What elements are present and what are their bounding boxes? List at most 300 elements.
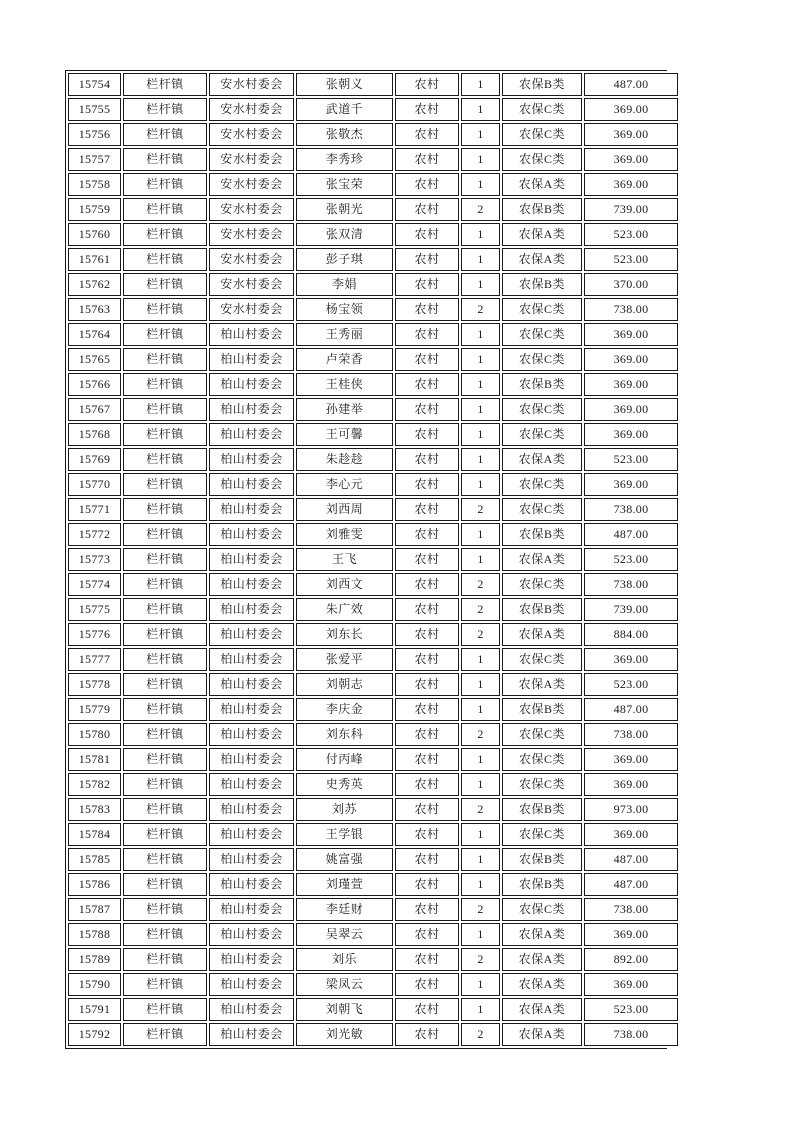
cell-town: 栏杆镇 [123,898,207,921]
cell-person-count: 2 [461,798,500,821]
table-row [68,973,678,996]
cell-person-count: 1 [461,548,500,571]
table-row [68,773,678,796]
cell-town: 栏杆镇 [123,423,207,446]
cell-serial-number: 15757 [68,148,121,171]
cell-village-committee: 柏山村委会 [209,648,294,671]
table-row [68,323,678,346]
cell-amount: 487.00 [584,848,678,871]
table-row [68,73,678,96]
cell-person-count: 1 [461,273,500,296]
cell-serial-number: 15762 [68,273,121,296]
cell-person-name: 李娟 [296,273,393,296]
cell-residence-type: 农村 [395,523,459,546]
cell-serial-number: 15774 [68,573,121,596]
cell-village-committee: 柏山村委会 [209,548,294,571]
cell-person-count: 1 [461,748,500,771]
cell-serial-number: 15778 [68,673,121,696]
cell-village-committee: 安水村委会 [209,98,294,121]
cell-insurance-category: 农保A类 [502,248,582,271]
table-row [68,498,678,521]
table-row [68,998,678,1021]
cell-serial-number: 15789 [68,948,121,971]
cell-serial-number: 15770 [68,473,121,496]
cell-insurance-category: 农保C类 [502,323,582,346]
benefit-roster-table [66,71,680,1048]
cell-residence-type: 农村 [395,223,459,246]
cell-residence-type: 农村 [395,423,459,446]
cell-insurance-category: 农保A类 [502,923,582,946]
cell-person-count: 1 [461,348,500,371]
cell-amount: 369.00 [584,648,678,671]
cell-village-committee: 柏山村委会 [209,623,294,646]
cell-amount: 892.00 [584,948,678,971]
cell-amount: 487.00 [584,73,678,96]
cell-person-count: 1 [461,223,500,246]
cell-amount: 369.00 [584,398,678,421]
cell-village-committee: 安水村委会 [209,273,294,296]
cell-village-committee: 柏山村委会 [209,498,294,521]
cell-amount: 523.00 [584,448,678,471]
cell-person-name: 李廷财 [296,898,393,921]
cell-village-committee: 柏山村委会 [209,1023,294,1046]
cell-town: 栏杆镇 [123,323,207,346]
cell-person-count: 1 [461,973,500,996]
cell-town: 栏杆镇 [123,848,207,871]
cell-amount: 369.00 [584,173,678,196]
cell-person-name: 李心元 [296,473,393,496]
cell-person-name: 孙建举 [296,398,393,421]
cell-person-name: 李秀珍 [296,148,393,171]
cell-village-committee: 柏山村委会 [209,523,294,546]
cell-village-committee: 柏山村委会 [209,848,294,871]
cell-serial-number: 15779 [68,698,121,721]
cell-insurance-category: 农保C类 [502,423,582,446]
cell-amount: 369.00 [584,473,678,496]
cell-residence-type: 农村 [395,323,459,346]
cell-insurance-category: 农保B类 [502,198,582,221]
cell-residence-type: 农村 [395,748,459,771]
table-row [68,198,678,221]
cell-person-name: 刘朝志 [296,673,393,696]
cell-residence-type: 农村 [395,498,459,521]
cell-person-count: 1 [461,448,500,471]
cell-person-name: 刘西周 [296,498,393,521]
cell-amount: 523.00 [584,998,678,1021]
cell-town: 栏杆镇 [123,448,207,471]
table-row [68,148,678,171]
cell-insurance-category: 农保A类 [502,223,582,246]
cell-serial-number: 15788 [68,923,121,946]
cell-person-count: 1 [461,248,500,271]
cell-person-name: 王可馨 [296,423,393,446]
cell-residence-type: 农村 [395,723,459,746]
cell-town: 栏杆镇 [123,873,207,896]
cell-insurance-category: 农保C类 [502,823,582,846]
cell-village-committee: 柏山村委会 [209,723,294,746]
cell-serial-number: 15791 [68,998,121,1021]
cell-town: 栏杆镇 [123,223,207,246]
cell-person-count: 1 [461,423,500,446]
table-row [68,373,678,396]
cell-town: 栏杆镇 [123,573,207,596]
cell-person-name: 付丙峰 [296,748,393,771]
cell-amount: 369.00 [584,773,678,796]
cell-insurance-category: 农保B类 [502,273,582,296]
cell-village-committee: 柏山村委会 [209,698,294,721]
cell-serial-number: 15781 [68,748,121,771]
cell-residence-type: 农村 [395,98,459,121]
benefit-roster-table-frame [65,70,667,1049]
cell-town: 栏杆镇 [123,923,207,946]
cell-village-committee: 安水村委会 [209,123,294,146]
cell-serial-number: 15780 [68,723,121,746]
cell-person-count: 2 [461,198,500,221]
cell-person-name: 刘西文 [296,573,393,596]
cell-town: 栏杆镇 [123,698,207,721]
cell-town: 栏杆镇 [123,298,207,321]
cell-person-name: 刘光敏 [296,1023,393,1046]
cell-village-committee: 柏山村委会 [209,923,294,946]
cell-serial-number: 15766 [68,373,121,396]
cell-village-committee: 柏山村委会 [209,773,294,796]
cell-insurance-category: 农保B类 [502,373,582,396]
cell-residence-type: 农村 [395,298,459,321]
cell-insurance-category: 农保C类 [502,723,582,746]
cell-person-count: 1 [461,173,500,196]
table-row [68,448,678,471]
cell-insurance-category: 农保B类 [502,848,582,871]
table-row [68,173,678,196]
table-row [68,123,678,146]
cell-person-count: 1 [461,373,500,396]
cell-person-name: 刘东科 [296,723,393,746]
cell-amount: 369.00 [584,148,678,171]
cell-person-name: 张爱平 [296,648,393,671]
cell-insurance-category: 农保C类 [502,148,582,171]
cell-person-name: 刘雅雯 [296,523,393,546]
cell-person-count: 2 [461,723,500,746]
cell-person-name: 刘苏 [296,798,393,821]
cell-amount: 369.00 [584,923,678,946]
table-row [68,923,678,946]
cell-residence-type: 农村 [395,623,459,646]
cell-town: 栏杆镇 [123,723,207,746]
table-row [68,948,678,971]
cell-insurance-category: 农保A类 [502,548,582,571]
cell-serial-number: 15761 [68,248,121,271]
cell-amount: 738.00 [584,723,678,746]
cell-amount: 370.00 [584,273,678,296]
cell-person-count: 1 [461,923,500,946]
cell-amount: 738.00 [584,1023,678,1046]
cell-insurance-category: 农保B类 [502,523,582,546]
cell-town: 栏杆镇 [123,773,207,796]
cell-village-committee: 柏山村委会 [209,598,294,621]
cell-village-committee: 安水村委会 [209,173,294,196]
cell-person-count: 2 [461,898,500,921]
cell-residence-type: 农村 [395,248,459,271]
cell-person-name: 李庆金 [296,698,393,721]
cell-person-name: 王学银 [296,823,393,846]
table-row [68,1023,678,1046]
cell-insurance-category: 农保C类 [502,898,582,921]
cell-town: 栏杆镇 [123,373,207,396]
cell-person-name: 张朝光 [296,198,393,221]
table-row [68,748,678,771]
cell-person-count: 2 [461,623,500,646]
cell-serial-number: 15784 [68,823,121,846]
cell-amount: 487.00 [584,523,678,546]
cell-serial-number: 15764 [68,323,121,346]
cell-village-committee: 柏山村委会 [209,898,294,921]
cell-amount: 369.00 [584,748,678,771]
cell-amount: 523.00 [584,548,678,571]
cell-town: 栏杆镇 [123,548,207,571]
cell-residence-type: 农村 [395,1023,459,1046]
cell-person-name: 王秀丽 [296,323,393,346]
cell-insurance-category: 农保C类 [502,123,582,146]
cell-person-count: 1 [461,148,500,171]
cell-residence-type: 农村 [395,348,459,371]
cell-serial-number: 15772 [68,523,121,546]
cell-person-name: 王飞 [296,548,393,571]
cell-serial-number: 15773 [68,548,121,571]
cell-town: 栏杆镇 [123,348,207,371]
cell-residence-type: 农村 [395,573,459,596]
cell-village-committee: 柏山村委会 [209,423,294,446]
cell-person-count: 2 [461,1023,500,1046]
cell-amount: 739.00 [584,198,678,221]
cell-amount: 738.00 [584,498,678,521]
cell-residence-type: 农村 [395,398,459,421]
cell-amount: 369.00 [584,123,678,146]
cell-serial-number: 15786 [68,873,121,896]
cell-village-committee: 安水村委会 [209,148,294,171]
cell-person-name: 彭子琪 [296,248,393,271]
cell-person-count: 2 [461,948,500,971]
cell-residence-type: 农村 [395,973,459,996]
cell-serial-number: 15783 [68,798,121,821]
cell-village-committee: 柏山村委会 [209,973,294,996]
cell-amount: 369.00 [584,348,678,371]
cell-village-committee: 柏山村委会 [209,323,294,346]
table-row [68,823,678,846]
cell-insurance-category: 农保C类 [502,648,582,671]
cell-person-count: 1 [461,398,500,421]
cell-residence-type: 农村 [395,473,459,496]
cell-residence-type: 农村 [395,773,459,796]
cell-person-name: 卢荣香 [296,348,393,371]
cell-person-name: 吴翠云 [296,923,393,946]
cell-amount: 884.00 [584,623,678,646]
table-row [68,423,678,446]
table-row [68,648,678,671]
cell-amount: 523.00 [584,673,678,696]
cell-amount: 369.00 [584,373,678,396]
cell-serial-number: 15755 [68,98,121,121]
cell-person-name: 张朝义 [296,73,393,96]
cell-village-committee: 柏山村委会 [209,873,294,896]
cell-serial-number: 15767 [68,398,121,421]
cell-person-count: 2 [461,573,500,596]
cell-person-name: 刘东长 [296,623,393,646]
cell-person-name: 张双清 [296,223,393,246]
cell-amount: 487.00 [584,698,678,721]
cell-person-name: 武道千 [296,98,393,121]
cell-amount: 523.00 [584,248,678,271]
cell-residence-type: 农村 [395,648,459,671]
cell-residence-type: 农村 [395,998,459,1021]
table-row [68,898,678,921]
cell-town: 栏杆镇 [123,123,207,146]
cell-residence-type: 农村 [395,698,459,721]
table-row [68,598,678,621]
cell-insurance-category: 农保B类 [502,598,582,621]
cell-insurance-category: 农保B类 [502,873,582,896]
cell-insurance-category: 农保C类 [502,498,582,521]
cell-village-committee: 柏山村委会 [209,673,294,696]
cell-residence-type: 农村 [395,873,459,896]
cell-person-count: 1 [461,648,500,671]
table-row [68,798,678,821]
cell-village-committee: 安水村委会 [209,73,294,96]
cell-village-committee: 柏山村委会 [209,448,294,471]
cell-amount: 523.00 [584,223,678,246]
cell-residence-type: 农村 [395,448,459,471]
cell-insurance-category: 农保A类 [502,998,582,1021]
cell-insurance-category: 农保A类 [502,448,582,471]
cell-town: 栏杆镇 [123,798,207,821]
table-row [68,698,678,721]
cell-residence-type: 农村 [395,198,459,221]
cell-town: 栏杆镇 [123,473,207,496]
cell-village-committee: 柏山村委会 [209,348,294,371]
cell-person-count: 2 [461,498,500,521]
table-row [68,573,678,596]
cell-person-name: 梁凤云 [296,973,393,996]
cell-person-name: 刘乐 [296,948,393,971]
cell-insurance-category: 农保C类 [502,348,582,371]
cell-amount: 973.00 [584,798,678,821]
table-row [68,548,678,571]
cell-person-count: 1 [461,473,500,496]
cell-village-committee: 柏山村委会 [209,823,294,846]
cell-person-count: 1 [461,998,500,1021]
cell-town: 栏杆镇 [123,1023,207,1046]
benefit-table-body [68,73,678,1046]
table-row [68,723,678,746]
cell-person-count: 1 [461,123,500,146]
cell-village-committee: 柏山村委会 [209,748,294,771]
cell-village-committee: 安水村委会 [209,298,294,321]
cell-insurance-category: 农保C类 [502,573,582,596]
cell-insurance-category: 农保C类 [502,748,582,771]
table-row [68,398,678,421]
cell-residence-type: 农村 [395,273,459,296]
cell-town: 栏杆镇 [123,648,207,671]
cell-residence-type: 农村 [395,73,459,96]
cell-residence-type: 农村 [395,123,459,146]
cell-village-committee: 柏山村委会 [209,398,294,421]
cell-person-name: 刘朝飞 [296,998,393,1021]
cell-insurance-category: 农保B类 [502,698,582,721]
cell-serial-number: 15765 [68,348,121,371]
cell-amount: 369.00 [584,423,678,446]
cell-person-name: 张宝荣 [296,173,393,196]
cell-insurance-category: 农保C类 [502,473,582,496]
cell-serial-number: 15792 [68,1023,121,1046]
cell-insurance-category: 农保C类 [502,298,582,321]
cell-serial-number: 15768 [68,423,121,446]
table-row [68,523,678,546]
cell-person-count: 1 [461,98,500,121]
cell-person-name: 刘瑾萱 [296,873,393,896]
cell-serial-number: 15790 [68,973,121,996]
cell-serial-number: 15775 [68,598,121,621]
cell-town: 栏杆镇 [123,973,207,996]
cell-town: 栏杆镇 [123,398,207,421]
cell-serial-number: 15763 [68,298,121,321]
cell-town: 栏杆镇 [123,748,207,771]
table-row [68,673,678,696]
cell-serial-number: 15777 [68,648,121,671]
cell-person-count: 1 [461,873,500,896]
cell-village-committee: 柏山村委会 [209,373,294,396]
cell-serial-number: 15776 [68,623,121,646]
cell-insurance-category: 农保A类 [502,1023,582,1046]
cell-town: 栏杆镇 [123,248,207,271]
cell-insurance-category: 农保A类 [502,948,582,971]
cell-serial-number: 15785 [68,848,121,871]
cell-serial-number: 15759 [68,198,121,221]
cell-amount: 738.00 [584,573,678,596]
cell-town: 栏杆镇 [123,998,207,1021]
cell-residence-type: 农村 [395,848,459,871]
cell-person-count: 1 [461,698,500,721]
table-row [68,273,678,296]
cell-village-committee: 柏山村委会 [209,948,294,971]
cell-residence-type: 农村 [395,173,459,196]
cell-village-committee: 安水村委会 [209,248,294,271]
cell-residence-type: 农村 [395,548,459,571]
cell-residence-type: 农村 [395,673,459,696]
cell-amount: 739.00 [584,598,678,621]
table-row [68,248,678,271]
cell-town: 栏杆镇 [123,523,207,546]
cell-residence-type: 农村 [395,598,459,621]
table-row [68,623,678,646]
cell-person-count: 2 [461,598,500,621]
cell-village-committee: 柏山村委会 [209,473,294,496]
cell-insurance-category: 农保C类 [502,773,582,796]
cell-person-name: 朱趁趁 [296,448,393,471]
cell-serial-number: 15769 [68,448,121,471]
cell-amount: 738.00 [584,298,678,321]
cell-town: 栏杆镇 [123,273,207,296]
cell-serial-number: 15756 [68,123,121,146]
cell-insurance-category: 农保B类 [502,73,582,96]
cell-person-name: 王桂侠 [296,373,393,396]
cell-insurance-category: 农保A类 [502,623,582,646]
cell-town: 栏杆镇 [123,498,207,521]
table-row [68,473,678,496]
cell-insurance-category: 农保B类 [502,798,582,821]
cell-residence-type: 农村 [395,948,459,971]
cell-serial-number: 15782 [68,773,121,796]
cell-amount: 369.00 [584,323,678,346]
cell-amount: 487.00 [584,873,678,896]
